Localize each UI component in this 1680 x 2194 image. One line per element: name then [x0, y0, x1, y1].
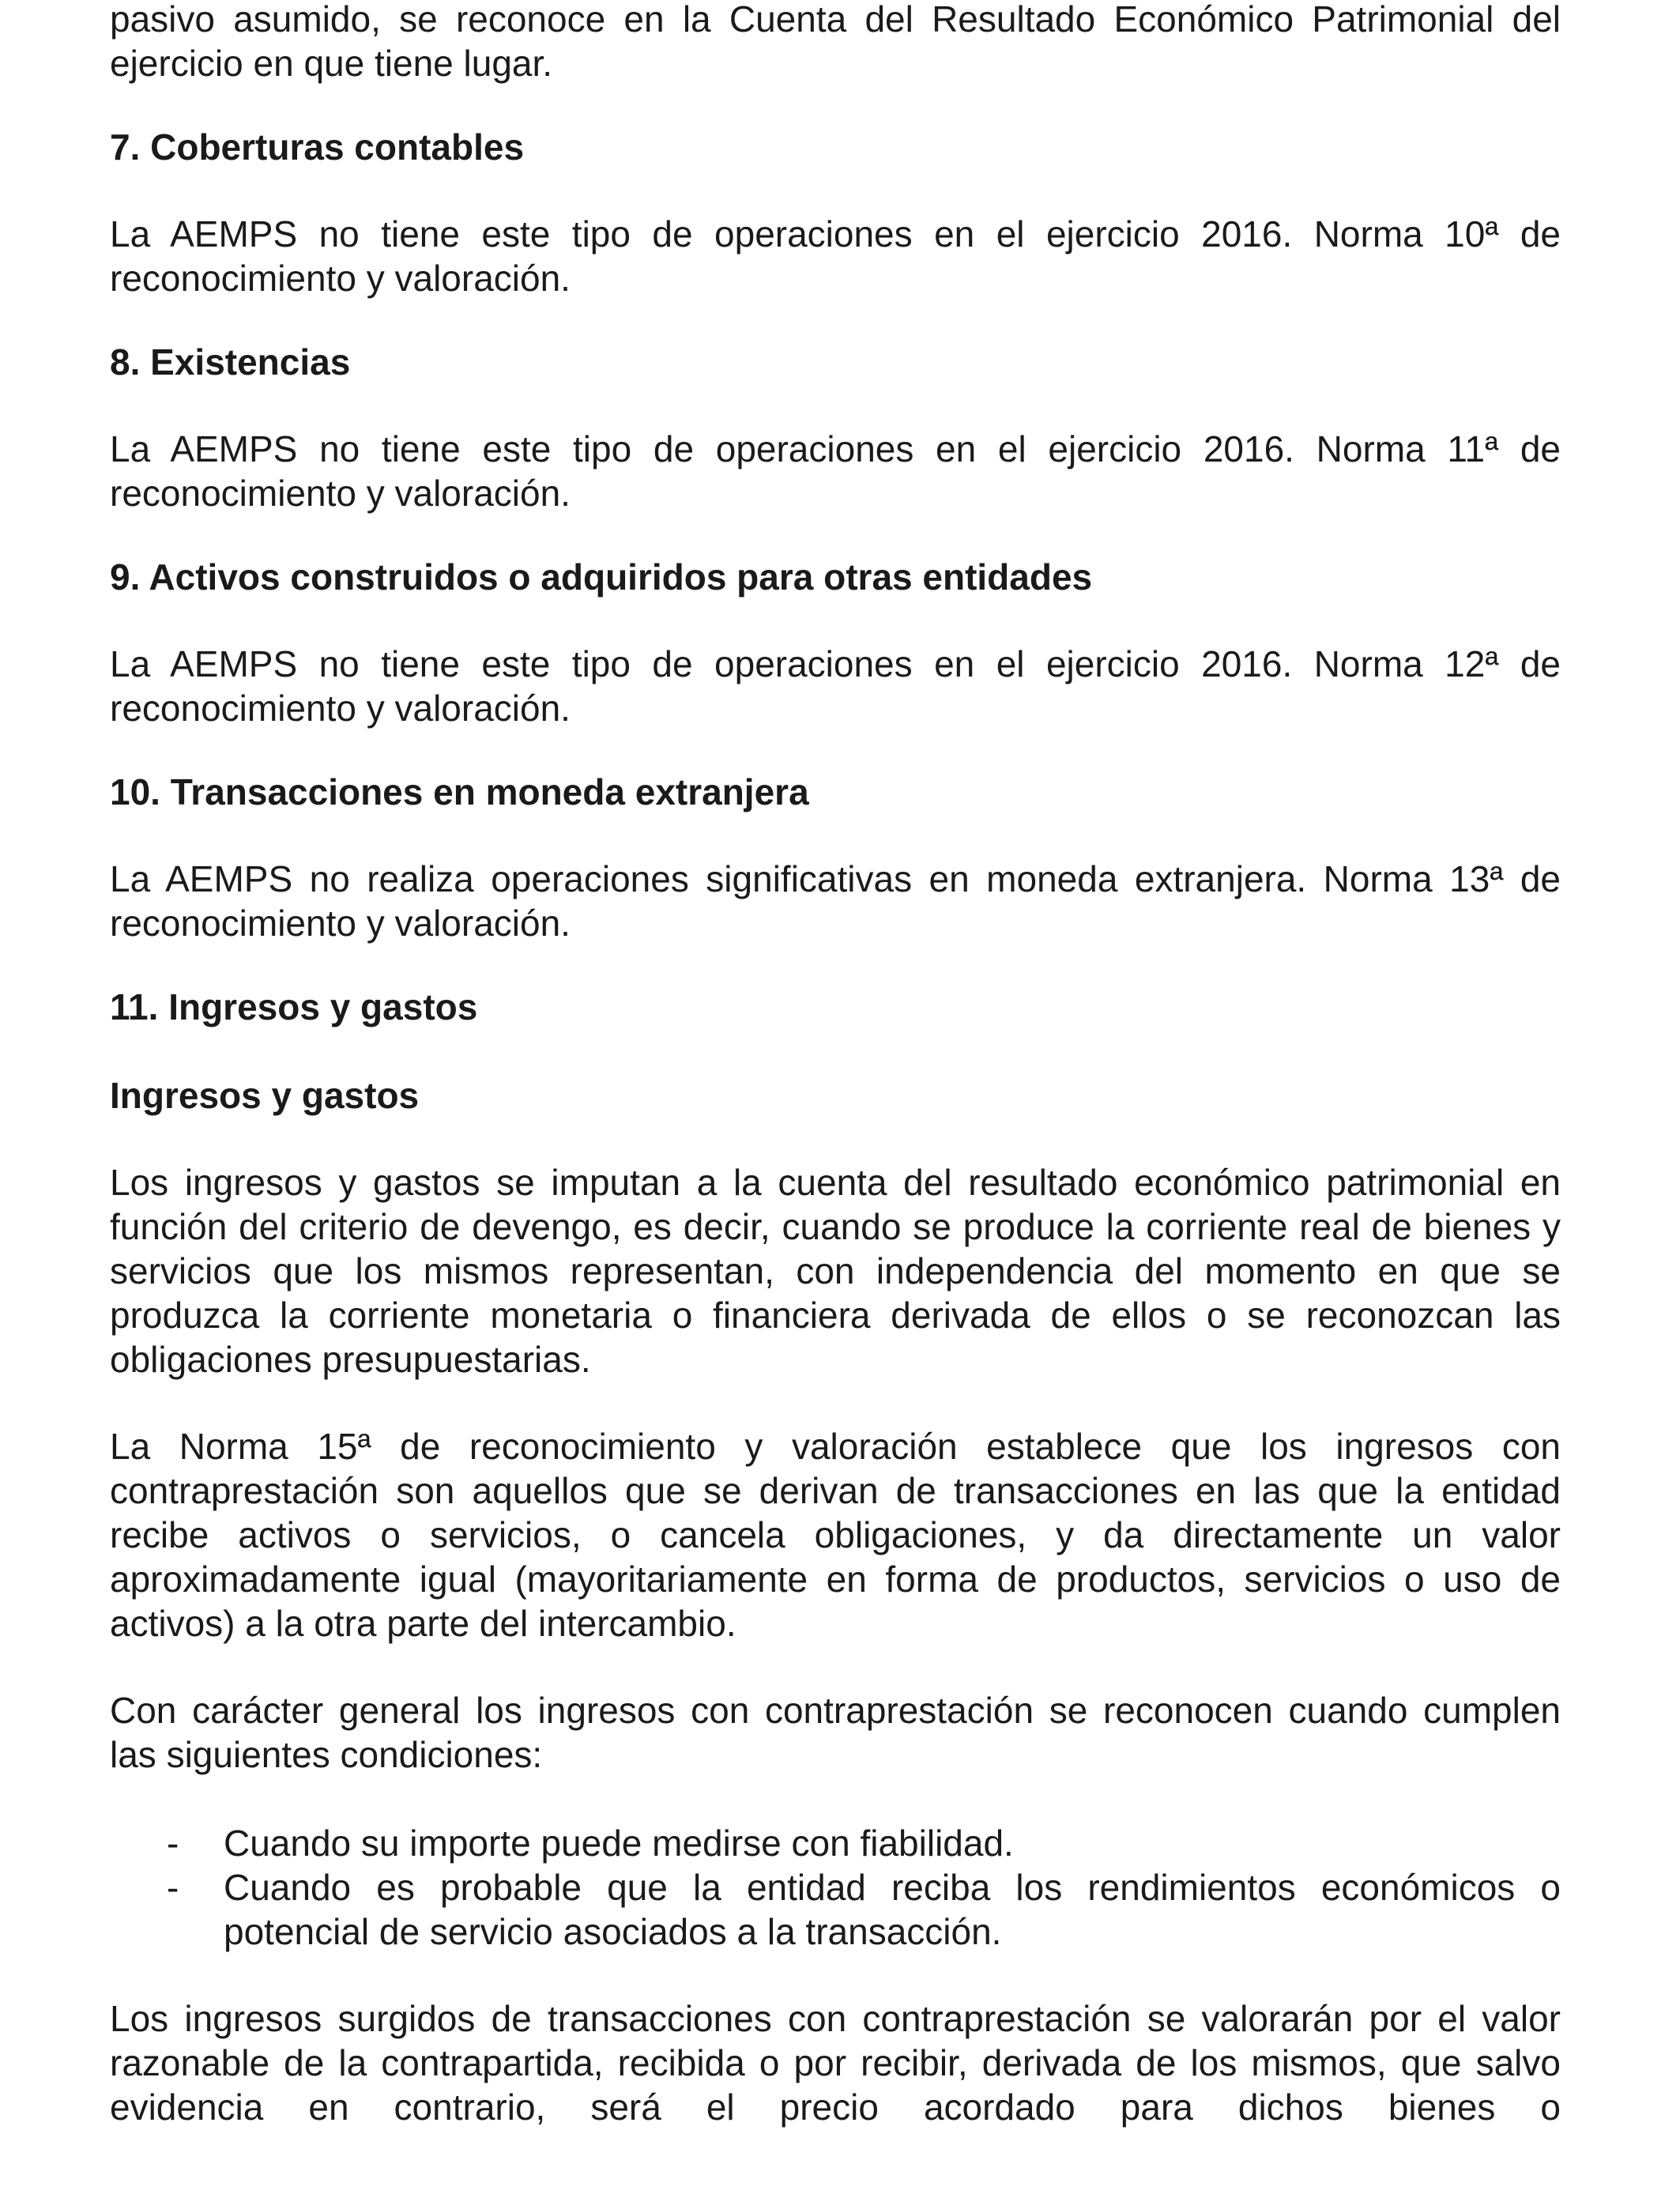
section-9-body: La AEMPS no tiene este tipo de operaciones en el ejercicio 2016. Norma 12ª de reconocimiento y valoración.	[110, 643, 1561, 729]
section-11-subheading: Ingresos y gastos	[110, 1075, 420, 1116]
section-11-paragraph-4: Los ingresos surgidos de transacciones con contraprestación se valorarán por el valor razonable de la contrapartida, recibida o por recibir, derivada de los mismos, que salvo evidencia en contrario, será el precio acordado para dichos bienes o	[110, 1998, 1561, 2128]
section-8-heading: 8. Existencias	[110, 341, 351, 383]
section-11-paragraph-3: Con carácter general los ingresos con contraprestación se reconocen cuando cumplen las siguientes condiciones:	[110, 1690, 1561, 1775]
list-item	[110, 1821, 1561, 1865]
section-11-heading: 11. Ingresos y gastos	[110, 986, 478, 1027]
section-7-body: La AEMPS no tiene este tipo de operaciones en el ejercicio 2016. Norma 10ª de reconocimiento y valoración.	[110, 213, 1561, 299]
section-7-heading: 7. Coberturas contables	[110, 126, 525, 168]
intro-paragraph: pasivo asumido, se reconoce en la Cuenta del Resultado Económico Patrimonial del ejercicio en que tiene lugar.	[110, 0, 1561, 84]
section-8-body: La AEMPS no tiene este tipo de operaciones en el ejercicio 2016. Norma 11ª de reconocimiento y valoración.	[110, 428, 1561, 514]
list-item	[110, 1865, 1561, 1954]
list-item-text: Cuando su importe puede medirse con fiabilidad.	[224, 1823, 1014, 1864]
section-9-heading: 9. Activos construidos o adquiridos para otras entidades	[110, 556, 1093, 598]
conditions-list	[110, 1821, 1561, 1954]
list-item-text: Cuando es probable que la entidad reciba los rendimientos económicos o potencial de servicio asociados a la transacción.	[224, 1867, 1561, 1952]
section-10-body: La AEMPS no realiza operaciones significativas en moneda extranjera. Norma 13ª de reconocimiento y valoración.	[110, 858, 1561, 944]
section-11-paragraph-2: La Norma 15ª de reconocimiento y valoración establece que los ingresos con contraprestación son aquellos que se derivan de transacciones en las que la entidad recibe activos o servicios, o cancela obligaciones, y da directamente un valor aproximadamente igual (mayoritariamente en forma de productos, servicios o uso de activos) a la otra parte del intercambio.	[110, 1426, 1561, 1644]
section-10-heading: 10. Transacciones en moneda extranjera	[110, 771, 809, 812]
list-dash: -	[167, 1867, 179, 1908]
list-dash: -	[167, 1823, 179, 1864]
section-11-paragraph-1: Los ingresos y gastos se imputan a la cuenta del resultado económico patrimonial en función del criterio de devengo, es decir, cuando se produce la corriente real de bienes y servicios que los mismos representan, con independencia del momento en que se produzca la corriente monetaria o financiera derivada de ellos o se reconozcan las obligaciones presupuestarias.	[110, 1162, 1561, 1380]
document-page	[110, 0, 1561, 2129]
